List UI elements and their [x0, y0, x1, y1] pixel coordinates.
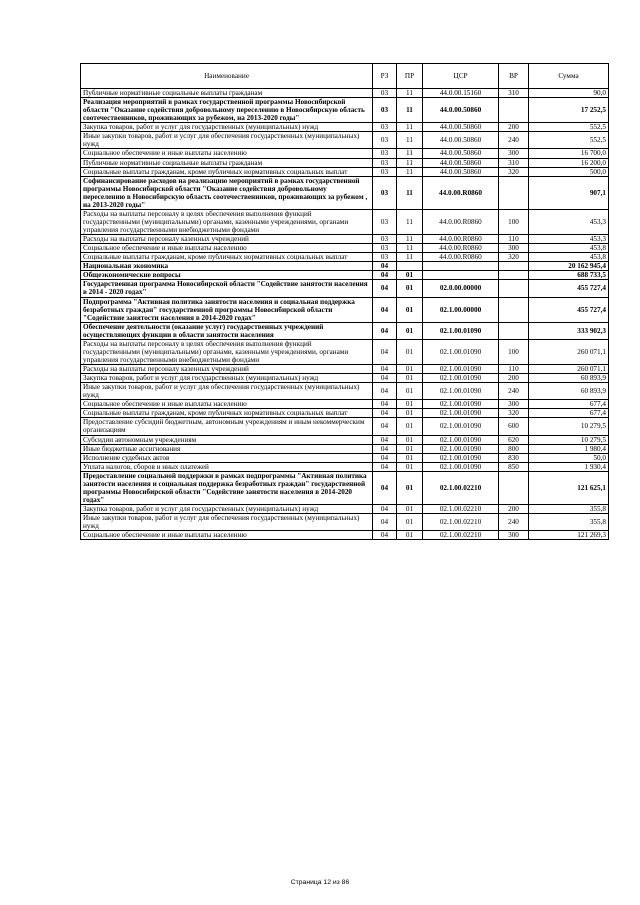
- cell-pr: 01: [397, 374, 423, 383]
- cell-rz: 04: [373, 262, 397, 271]
- cell-rz: 04: [373, 374, 397, 383]
- table-row: [81, 322, 609, 339]
- cell-vr: 110: [499, 235, 529, 244]
- cell-vr: 300: [499, 531, 529, 540]
- cell-pr: 01: [397, 365, 423, 374]
- cell-sum: 455 727,4: [529, 297, 609, 322]
- cell-sum: 1 930,4: [529, 462, 609, 471]
- cell-name: Предоставление субсидий бюджетным, автономным учреждениям и иным некоммерческим организациям: [81, 418, 373, 435]
- cell-pr: 01: [397, 297, 423, 322]
- cell-csr: 44.0.00.50860: [423, 158, 499, 167]
- table-row: [81, 400, 609, 409]
- cell-sum: 333 902,3: [529, 322, 609, 339]
- cell-vr: 830: [499, 453, 529, 462]
- cell-vr: 320: [499, 253, 529, 262]
- cell-pr: 01: [397, 514, 423, 531]
- cell-rz: 03: [373, 209, 397, 234]
- cell-name: Социальные выплаты гражданам, кроме публичных нормативных социальных выплат: [81, 167, 373, 176]
- table-row: [81, 132, 609, 149]
- cell-name: Расходы на выплаты персоналу в целях обеспечения выполнения функций государственными (муниципальными) органами, казенными учреждениями, органами управления государственными внебюджетными фондами: [81, 209, 373, 234]
- cell-sum: 677,4: [529, 409, 609, 418]
- cell-name: Государственная программа Новосибирской области "Содействие занятости населения в 2014 - 2020 годах": [81, 280, 373, 297]
- table-row: [81, 280, 609, 297]
- table-row: [81, 531, 609, 540]
- cell-name: Публичные нормативные социальные выплаты гражданам: [81, 89, 373, 98]
- cell-pr: 01: [397, 471, 423, 504]
- cell-csr: 44.0.00.R0860: [423, 235, 499, 244]
- cell-name: Иные закупки товаров, работ и услуг для обеспечения государственных (муниципальных) нужд: [81, 132, 373, 149]
- table-row: [81, 365, 609, 374]
- cell-rz: 04: [373, 297, 397, 322]
- cell-sum: 121 625,1: [529, 471, 609, 504]
- cell-name: Национальная экономика: [81, 262, 373, 271]
- page-footer: Страница 12 из 86: [290, 879, 350, 886]
- cell-vr: 310: [499, 158, 529, 167]
- cell-rz: 03: [373, 167, 397, 176]
- cell-name: Софинансирование расходов на реализацию мероприятий в рамках государственной программы Новосибирской области "Оказание содействия добровольному переселению в Новосибирскую область соотечественников, проживающих за рубежом , на 2013-2020 годы": [81, 176, 373, 209]
- cell-pr: [397, 262, 423, 271]
- cell-name: Подпрограмма "Активная политика занятости населения и социальная поддержка безработных граждан" государственной программы Новосибирской области "Содействие занятости населения в 2014-2020 годах": [81, 297, 373, 322]
- cell-pr: 01: [397, 462, 423, 471]
- cell-name: Социальное обеспечение и иные выплаты населению: [81, 400, 373, 409]
- cell-pr: 01: [397, 505, 423, 514]
- header-pr: ПР: [397, 64, 423, 89]
- cell-vr: 310: [499, 89, 529, 98]
- cell-vr: [499, 176, 529, 209]
- cell-sum: 453,8: [529, 253, 609, 262]
- cell-name: Иные бюджетные ассигнования: [81, 444, 373, 453]
- cell-rz: 04: [373, 418, 397, 435]
- cell-rz: 03: [373, 132, 397, 149]
- cell-sum: 50,0: [529, 453, 609, 462]
- cell-sum: 260 071,1: [529, 339, 609, 364]
- cell-vr: 100: [499, 209, 529, 234]
- cell-rz: 04: [373, 409, 397, 418]
- cell-pr: 01: [397, 400, 423, 409]
- cell-csr: 02.1.00.02210: [423, 471, 499, 504]
- table-row: [81, 98, 609, 123]
- cell-csr: 02.1.00.02210: [423, 531, 499, 540]
- cell-rz: 04: [373, 383, 397, 400]
- cell-pr: 01: [397, 418, 423, 435]
- cell-vr: 850: [499, 462, 529, 471]
- cell-sum: 60 893,9: [529, 374, 609, 383]
- budget-table: [80, 63, 609, 540]
- table-row: [81, 244, 609, 253]
- header-rz: РЗ: [373, 64, 397, 89]
- cell-rz: 04: [373, 400, 397, 409]
- cell-rz: 04: [373, 271, 397, 280]
- cell-csr: 02.1.00.01090: [423, 400, 499, 409]
- cell-sum: 10 279,5: [529, 418, 609, 435]
- cell-sum: 16 700,0: [529, 149, 609, 158]
- cell-name: Публичные нормативные социальные выплаты гражданам: [81, 158, 373, 167]
- cell-vr: [499, 271, 529, 280]
- cell-csr: 02.1.00.01090: [423, 418, 499, 435]
- cell-name: Иные закупки товаров, работ и услуг для обеспечения государственных (муниципальных) нужд: [81, 383, 373, 400]
- cell-name: Социальное обеспечение и иные выплаты населению: [81, 244, 373, 253]
- cell-pr: 01: [397, 453, 423, 462]
- cell-pr: 01: [397, 322, 423, 339]
- cell-pr: 11: [397, 123, 423, 132]
- cell-vr: 800: [499, 444, 529, 453]
- cell-name: Предоставление социальной поддержки в рамках подпрограммы "Активная политика занятости населения и социальная поддержка безработных граждан" государственной программы Новосибирской области "Содействие занятости населения в 2014-2020 годах": [81, 471, 373, 504]
- cell-name: Исполнение судебных актов: [81, 453, 373, 462]
- cell-name: Закупка товаров, работ и услуг для государственных (муниципальных) нужд: [81, 123, 373, 132]
- cell-csr: 44.0.00.50860: [423, 167, 499, 176]
- table-row: [81, 505, 609, 514]
- cell-name: Реализация мероприятий в рамках государственной программы Новосибирской области "Оказание содействия добровольному переселению в Новосибирскую область соотечественников, проживающих за рубежом, на 2013-2020 годы": [81, 98, 373, 123]
- cell-rz: 03: [373, 149, 397, 158]
- cell-rz: 04: [373, 531, 397, 540]
- cell-csr: 44.0.00.50860: [423, 98, 499, 123]
- cell-pr: 01: [397, 271, 423, 280]
- cell-csr: 02.1.00.01090: [423, 339, 499, 364]
- table-row: [81, 253, 609, 262]
- cell-pr: 01: [397, 435, 423, 444]
- cell-pr: 11: [397, 253, 423, 262]
- table-row: [81, 176, 609, 209]
- cell-name: Уплата налогов, сборов и иных платежей: [81, 462, 373, 471]
- table-row: [81, 89, 609, 98]
- table-row: [81, 235, 609, 244]
- cell-name: Расходы на выплаты персоналу в целях обеспечения выполнения функций государственными (муниципальными) органами, казенными учреждениями, органами управления государственными внебюджетными фондами: [81, 339, 373, 364]
- cell-csr: 44.0.00.R0860: [423, 209, 499, 234]
- cell-csr: 44.0.00.R0860: [423, 244, 499, 253]
- cell-csr: 44.0.00.R0860: [423, 176, 499, 209]
- cell-csr: 02.1.00.01090: [423, 409, 499, 418]
- cell-name: Расходы на выплаты персоналу казенных учреждений: [81, 365, 373, 374]
- cell-rz: 04: [373, 322, 397, 339]
- cell-vr: 320: [499, 409, 529, 418]
- table-row: [81, 444, 609, 453]
- cell-name: Социальное обеспечение и иные выплаты населению: [81, 531, 373, 540]
- cell-sum: 453,8: [529, 244, 609, 253]
- cell-rz: 03: [373, 89, 397, 98]
- cell-rz: 04: [373, 505, 397, 514]
- cell-sum: 60 893,9: [529, 383, 609, 400]
- cell-csr: 44.0.00.15160: [423, 89, 499, 98]
- cell-name: Иные закупки товаров, работ и услуг для обеспечения государственных (муниципальных) нужд: [81, 514, 373, 531]
- cell-sum: 20 162 945,4: [529, 262, 609, 271]
- cell-rz: 04: [373, 435, 397, 444]
- cell-csr: 02.1.00.01090: [423, 444, 499, 453]
- cell-csr: 44.0.00.50860: [423, 123, 499, 132]
- cell-name: Субсидии автономным учреждениям: [81, 435, 373, 444]
- cell-rz: 04: [373, 462, 397, 471]
- cell-csr: 02.0.00.00000: [423, 280, 499, 297]
- cell-pr: 11: [397, 244, 423, 253]
- cell-vr: 320: [499, 167, 529, 176]
- cell-sum: 16 200,0: [529, 158, 609, 167]
- cell-vr: 240: [499, 514, 529, 531]
- cell-csr: 44.0.00.50860: [423, 132, 499, 149]
- cell-vr: [499, 262, 529, 271]
- cell-sum: 1 980,4: [529, 444, 609, 453]
- table-row: [81, 462, 609, 471]
- table-body: [81, 89, 609, 540]
- cell-csr: 02.1.00.00000: [423, 297, 499, 322]
- cell-sum: 10 279,5: [529, 435, 609, 444]
- cell-csr: 02.1.00.01090: [423, 435, 499, 444]
- cell-pr: 11: [397, 132, 423, 149]
- cell-sum: 453,3: [529, 209, 609, 234]
- cell-vr: [499, 322, 529, 339]
- cell-sum: 17 252,5: [529, 98, 609, 123]
- table-row: [81, 209, 609, 234]
- cell-name: Обеспечение деятельности (оказание услуг) государственных учреждений осуществляющих функции в области занятости населения: [81, 322, 373, 339]
- cell-sum: 552,5: [529, 132, 609, 149]
- cell-csr: 02.1.00.01090: [423, 374, 499, 383]
- cell-sum: 453,3: [529, 235, 609, 244]
- cell-name: Социальные выплаты гражданам, кроме публичных нормативных социальных выплат: [81, 409, 373, 418]
- cell-rz: 03: [373, 176, 397, 209]
- cell-vr: 110: [499, 365, 529, 374]
- cell-pr: 11: [397, 89, 423, 98]
- cell-vr: [499, 280, 529, 297]
- table-row: [81, 158, 609, 167]
- cell-sum: 500,0: [529, 167, 609, 176]
- cell-sum: 688 733,5: [529, 271, 609, 280]
- cell-sum: 260 071,1: [529, 365, 609, 374]
- cell-vr: 600: [499, 418, 529, 435]
- cell-sum: 90,0: [529, 89, 609, 98]
- cell-rz: 03: [373, 158, 397, 167]
- cell-rz: 04: [373, 365, 397, 374]
- cell-vr: 300: [499, 244, 529, 253]
- cell-vr: 200: [499, 505, 529, 514]
- cell-vr: 100: [499, 339, 529, 364]
- cell-pr: 01: [397, 409, 423, 418]
- cell-csr: [423, 271, 499, 280]
- table-row: [81, 123, 609, 132]
- table-row: [81, 418, 609, 435]
- cell-name: Социальные выплаты гражданам, кроме публичных нормативных социальных выплат: [81, 253, 373, 262]
- table-row: [81, 297, 609, 322]
- cell-name: Общеэкономические вопросы: [81, 271, 373, 280]
- cell-csr: 02.1.00.01090: [423, 322, 499, 339]
- cell-csr: [423, 262, 499, 271]
- cell-pr: 01: [397, 444, 423, 453]
- cell-csr: 02.1.00.01090: [423, 365, 499, 374]
- table-row: [81, 149, 609, 158]
- cell-pr: 01: [397, 280, 423, 297]
- table-row: [81, 262, 609, 271]
- cell-name: Закупка товаров, работ и услуг для государственных (муниципальных) нужд: [81, 505, 373, 514]
- table-row: [81, 271, 609, 280]
- cell-csr: 02.1.00.02210: [423, 514, 499, 531]
- cell-vr: [499, 98, 529, 123]
- cell-sum: 552,5: [529, 123, 609, 132]
- cell-rz: 04: [373, 339, 397, 364]
- cell-vr: 300: [499, 149, 529, 158]
- table-row: [81, 471, 609, 504]
- cell-rz: 03: [373, 235, 397, 244]
- table-row: [81, 514, 609, 531]
- header-vr: ВР: [499, 64, 529, 89]
- cell-csr: 02.1.00.01090: [423, 383, 499, 400]
- cell-vr: 620: [499, 435, 529, 444]
- cell-sum: 355,8: [529, 505, 609, 514]
- table-row: [81, 374, 609, 383]
- cell-pr: 01: [397, 531, 423, 540]
- cell-name: Расходы на выплаты персоналу казенных учреждений: [81, 235, 373, 244]
- cell-rz: 04: [373, 280, 397, 297]
- cell-pr: 11: [397, 235, 423, 244]
- cell-vr: 200: [499, 374, 529, 383]
- cell-vr: [499, 471, 529, 504]
- cell-name: Социальное обеспечение и иные выплаты населению: [81, 149, 373, 158]
- document-page: [80, 63, 608, 540]
- cell-vr: 240: [499, 132, 529, 149]
- cell-sum: 907,1: [529, 176, 609, 209]
- cell-rz: 03: [373, 253, 397, 262]
- cell-csr: 44.0.00.R0860: [423, 253, 499, 262]
- cell-csr: 02.1.00.01090: [423, 453, 499, 462]
- cell-rz: 03: [373, 123, 397, 132]
- cell-name: Закупка товаров, работ и услуг для государственных (муниципальных) нужд: [81, 374, 373, 383]
- cell-pr: 11: [397, 209, 423, 234]
- header-name: Наименование: [81, 64, 373, 89]
- cell-pr: 11: [397, 149, 423, 158]
- table-row: [81, 453, 609, 462]
- cell-vr: 240: [499, 383, 529, 400]
- cell-rz: 04: [373, 514, 397, 531]
- table-row: [81, 435, 609, 444]
- cell-rz: 03: [373, 244, 397, 253]
- cell-sum: 121 269,3: [529, 531, 609, 540]
- cell-pr: 11: [397, 158, 423, 167]
- cell-rz: 04: [373, 453, 397, 462]
- table-row: [81, 167, 609, 176]
- cell-pr: 01: [397, 339, 423, 364]
- cell-pr: 01: [397, 383, 423, 400]
- cell-rz: 04: [373, 471, 397, 504]
- table-row: [81, 339, 609, 364]
- cell-vr: 200: [499, 123, 529, 132]
- cell-pr: 11: [397, 176, 423, 209]
- cell-csr: 44.0.00.50860: [423, 149, 499, 158]
- cell-rz: 03: [373, 98, 397, 123]
- cell-csr: 02.1.00.01090: [423, 462, 499, 471]
- cell-pr: 11: [397, 167, 423, 176]
- header-sum: Сумма: [529, 64, 609, 89]
- table-row: [81, 383, 609, 400]
- cell-rz: 04: [373, 444, 397, 453]
- table-row: [81, 409, 609, 418]
- cell-pr: 11: [397, 98, 423, 123]
- table-header-row: [81, 64, 609, 89]
- header-csr: ЦСР: [423, 64, 499, 89]
- cell-sum: 677,4: [529, 400, 609, 409]
- cell-sum: 455 727,4: [529, 280, 609, 297]
- cell-csr: 02.1.00.02210: [423, 505, 499, 514]
- cell-vr: 300: [499, 400, 529, 409]
- cell-vr: [499, 297, 529, 322]
- cell-sum: 355,8: [529, 514, 609, 531]
